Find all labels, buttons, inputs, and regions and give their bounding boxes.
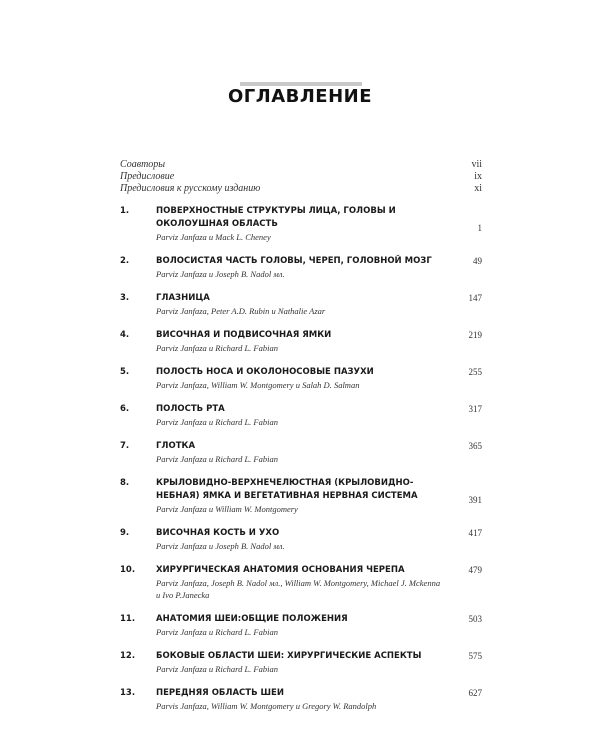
- chapter-authors: Parviz Janfaza и Richard L. Fabian: [156, 454, 278, 464]
- chapter-title: БОКОВЫЕ ОБЛАСТИ ШЕИ: ХИРУРГИЧЕСКИЕ АСПЕКТЫ: [156, 651, 422, 661]
- chapter-title: ВИСОЧНАЯ КОСТЬ И УХО: [156, 528, 280, 538]
- front-matter-page: xi: [474, 183, 482, 194]
- chapter-page: 1: [477, 223, 482, 233]
- chapter-number: 13.: [120, 688, 136, 698]
- chapter-authors: Parvis Janfaza, William W. Montgomery и Gregory W. Randolph: [156, 701, 377, 711]
- chapter-entry[interactable]: [120, 403, 482, 428]
- chapter-number: 7.: [120, 441, 130, 451]
- front-matter-item[interactable]: [120, 159, 482, 171]
- front-matter-label: Предисловие: [120, 171, 175, 182]
- chapter-page: 503: [468, 614, 482, 624]
- chapter-entry[interactable]: [120, 292, 482, 317]
- chapter-authors: Parviz Janfaza и Richard L. Fabian: [156, 417, 278, 427]
- chapter-authors: Parviz Janfaza, Joseph B. Nadol мл., William W. Montgomery, Michael J. Mckenna и Ivo P.Janecka: [156, 578, 441, 600]
- chapter-number: 1.: [120, 206, 130, 216]
- chapter-authors: Parviz Janfaza и Joseph B. Nadol мл.: [156, 269, 285, 279]
- chapter-title: АНАТОМИЯ ШЕИ:ОБЩИЕ ПОЛОЖЕНИЯ: [156, 614, 348, 624]
- chapter-number: 3.: [120, 293, 130, 303]
- front-matter-page: ix: [474, 171, 482, 182]
- chapter-list: [120, 205, 482, 712]
- chapter-entry[interactable]: [120, 366, 482, 391]
- chapter-page: 417: [468, 528, 482, 538]
- chapter-entry[interactable]: [120, 613, 482, 638]
- chapter-page: 49: [473, 256, 482, 266]
- chapter-authors: Parviz Janfaza и Richard L. Fabian: [156, 343, 278, 353]
- chapter-entry[interactable]: [120, 329, 482, 354]
- chapter-title: ВИСОЧНАЯ И ПОДВИСОЧНАЯ ЯМКИ: [156, 330, 332, 340]
- front-matter-page: vii: [471, 159, 482, 170]
- chapter-authors: Parviz Janfaza и William W. Montgomery: [156, 504, 298, 514]
- chapter-title: ГЛАЗНИЦА: [156, 293, 210, 303]
- chapter-title: ГЛОТКА: [156, 441, 196, 451]
- chapter-authors: Parviz Janfaza и Richard L. Fabian: [156, 664, 278, 674]
- chapter-title: ПОВЕРХНОСТНЫЕ СТРУКТУРЫ ЛИЦА, ГОЛОВЫ И ОКОЛОУШНАЯ ОБЛАСТЬ: [156, 206, 396, 229]
- front-matter-label: Предисловия к русскому изданию: [120, 183, 261, 194]
- chapter-page: 391: [468, 495, 482, 505]
- chapter-page: 627: [468, 688, 482, 698]
- chapter-entry[interactable]: [120, 255, 482, 280]
- front-matter-item[interactable]: [120, 171, 482, 183]
- chapter-number: 10.: [120, 565, 136, 575]
- chapter-number: 12.: [120, 651, 136, 661]
- chapter-number: 6.: [120, 404, 130, 414]
- chapter-authors: Parviz Janfaza, William W. Montgomery и Salah D. Salman: [156, 380, 360, 390]
- front-matter-list: [120, 159, 482, 195]
- chapter-number: 8.: [120, 478, 130, 488]
- chapter-number: 4.: [120, 330, 130, 340]
- chapter-page: 575: [468, 651, 482, 661]
- chapter-title: ХИРУРГИЧЕСКАЯ АНАТОМИЯ ОСНОВАНИЯ ЧЕРЕПА: [156, 565, 405, 575]
- chapter-title: ВОЛОСИСТАЯ ЧАСТЬ ГОЛОВЫ, ЧЕРЕП, ГОЛОВНОЙ МОЗГ: [156, 256, 432, 266]
- chapter-title: ПЕРЕДНЯЯ ОБЛАСТЬ ШЕИ: [156, 688, 284, 698]
- chapter-page: 255: [468, 367, 482, 377]
- chapter-page: 219: [468, 330, 482, 340]
- chapter-page: 479: [468, 565, 482, 575]
- chapter-title: ПОЛОСТЬ РТА: [156, 404, 225, 414]
- chapter-number: 11.: [120, 614, 136, 624]
- chapter-entry[interactable]: [120, 205, 482, 243]
- chapter-authors: Parviz Janfaza и Richard L. Fabian: [156, 627, 278, 637]
- chapter-entry[interactable]: [120, 440, 482, 465]
- front-matter-label: Соавторы: [120, 159, 166, 170]
- chapter-number: 9.: [120, 528, 130, 538]
- chapter-entry[interactable]: [120, 564, 482, 601]
- chapter-page: 365: [468, 441, 482, 451]
- front-matter-item[interactable]: [120, 183, 482, 195]
- chapter-page: 147: [468, 293, 482, 303]
- chapter-authors: Parviz Janfaza и Mack L. Cheney: [156, 232, 271, 242]
- chapter-title: КРЫЛОВИДНО-ВЕРХНЕЧЕЛЮСТНАЯ (КРЫЛОВИДНО-НЕБНАЯ) ЯМКА И ВЕГЕТАТИВНАЯ НЕРВНАЯ СИСТЕМА: [156, 478, 418, 501]
- chapter-page: 317: [468, 404, 482, 414]
- chapter-authors: Parviz Janfaza, Peter A.D. Rubin и Nathalie Azar: [156, 306, 326, 316]
- chapter-entry[interactable]: [120, 477, 482, 515]
- chapter-entry[interactable]: [120, 650, 482, 675]
- chapter-number: 2.: [120, 256, 130, 266]
- chapter-title: ПОЛОСТЬ НОСА И ОКОЛОНОСОВЫЕ ПАЗУХИ: [156, 367, 374, 377]
- page-title: ОГЛАВЛЕНИЕ: [227, 86, 373, 107]
- chapter-entry[interactable]: [120, 527, 482, 552]
- chapter-entry[interactable]: [120, 687, 482, 712]
- chapter-number: 5.: [120, 367, 130, 377]
- chapter-authors: Parviz Janfaza и Joseph B. Nadol мл.: [156, 541, 285, 551]
